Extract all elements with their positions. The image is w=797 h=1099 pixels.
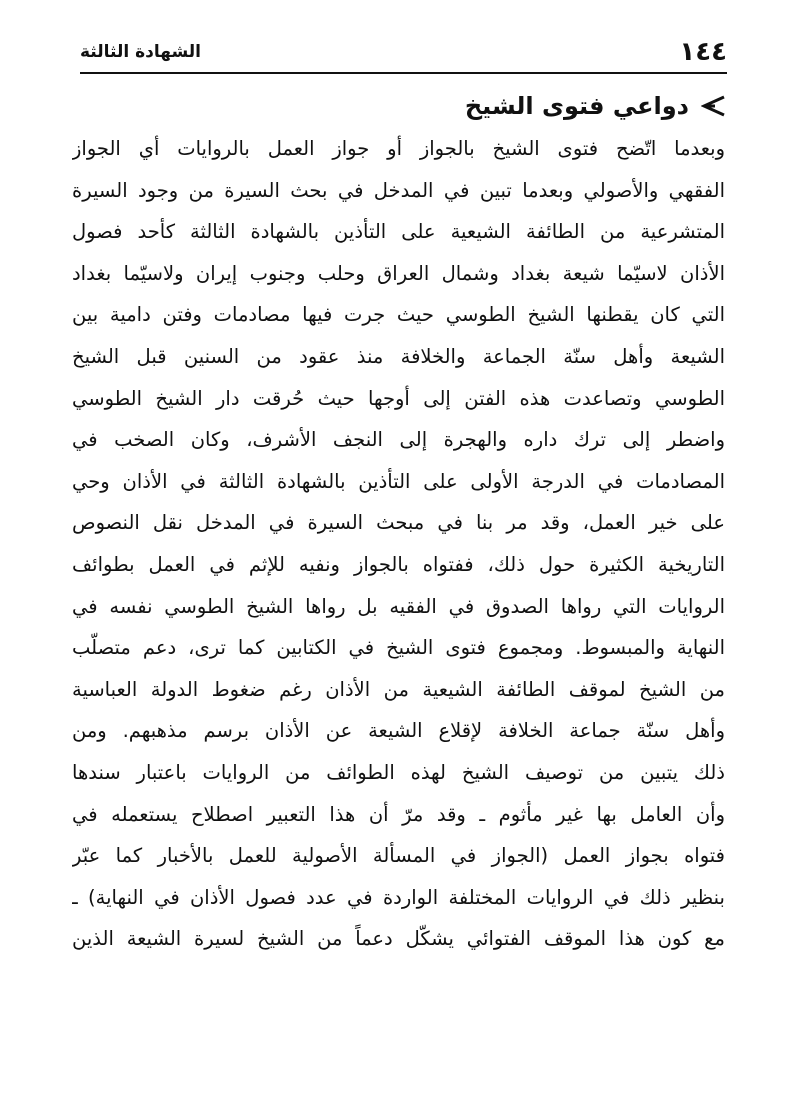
text-line: الروايات التي رواها الصدوق في الفقيه بل رواها الشيخ الطوسي نفسه في	[72, 594, 725, 618]
text-line: واضطر إلى ترك داره والهجرة إلى النجف الأشرف، وكان الصخب في	[72, 428, 725, 452]
text-line: وبعدما اتّضح فتوى الشيخ بالجواز أو جواز العمل بالروايات أي الجواز	[72, 137, 725, 160]
running-title: الشهادة الثالثة	[80, 42, 201, 62]
section-title: دواعي فتوى الشيخ	[464, 92, 689, 120]
text-line: وأهل سنّة جماعة الخلافة لإقلاع الشيعة عن الأذان برسم مذهبهم. ومن	[72, 719, 725, 743]
text-line: وأن العامل بها غير مأثوم ـ وقد مرّ أن هذا التعبير اصطلاح يستعمله في	[72, 802, 725, 826]
page-number: ١٤٤	[679, 37, 727, 67]
text-line: من الشيخ لموقف الطائفة الشيعية من الأذان رغم ضغوط الدولة العباسية	[72, 677, 725, 701]
text-line: بنظير ذلك في الروايات المختلفة الواردة في عدد فصول الأذان في النهاية) ـ	[72, 885, 725, 909]
text-line: النهاية والمبسوط. ومجموع فتوى الشيخ في الكتابين كما ترى، دعم متصلّب	[72, 636, 725, 660]
text-line: الشيعة وأهل سنّة الجماعة والخلافة منذ عقود من السنين قبل الشيخ	[72, 344, 725, 368]
text-line: ذلك يتبين من توصيف الشيخ لهذه الطوائف من الروايات باعتبار سندها	[72, 760, 725, 784]
text-line: المصادمات في الدرجة الأولى على التأذين بالشهادة الثالثة في الأذان وحي	[72, 469, 725, 493]
text-line: الفقهي والأصولي وبعدما تبين في المدخل في بحث السيرة من وجود السيرة	[72, 178, 725, 202]
arrow-left-icon	[701, 95, 725, 117]
text-line: على خير العمل، وقد مر بنا في مبحث السيرة في المدخل نقل النصوص	[72, 511, 725, 535]
text-line: مع كون هذا الموقف الفتوائي يشكّل دعماً من الشيخ لسيرة الشيعة الذين	[72, 927, 725, 951]
body-text	[72, 128, 725, 960]
text-line: فتواه بجواز العمل (الجواز في المسألة الأصولية للعمل بالأخبار كما عبّر	[72, 844, 725, 868]
page-header	[80, 32, 727, 74]
text-line: التي كان يقطنها الشيخ الطوسي حيث جرت فيها مصادمات وفتن دامية بين	[72, 303, 725, 327]
section-heading	[465, 86, 725, 126]
text-line: التاريخية الكثيرة حول ذلك، ففتواه بالجواز ونفيه للإثم في العمل بطوائف	[72, 552, 725, 576]
text-line: الأذان لاسيّما شيعة بغداد وشمال العراق وحلب وجنوب إيران ولاسيّما بغداد	[72, 261, 725, 285]
text-line: المتشرعية من الطائفة الشيعية على التأذين بالشهادة الثالثة كأحد فصول	[72, 220, 725, 244]
text-line: الطوسي وتصاعدت هذه الفتن إلى أوجها حيث حُرقت دار الشيخ الطوسي	[72, 386, 725, 410]
